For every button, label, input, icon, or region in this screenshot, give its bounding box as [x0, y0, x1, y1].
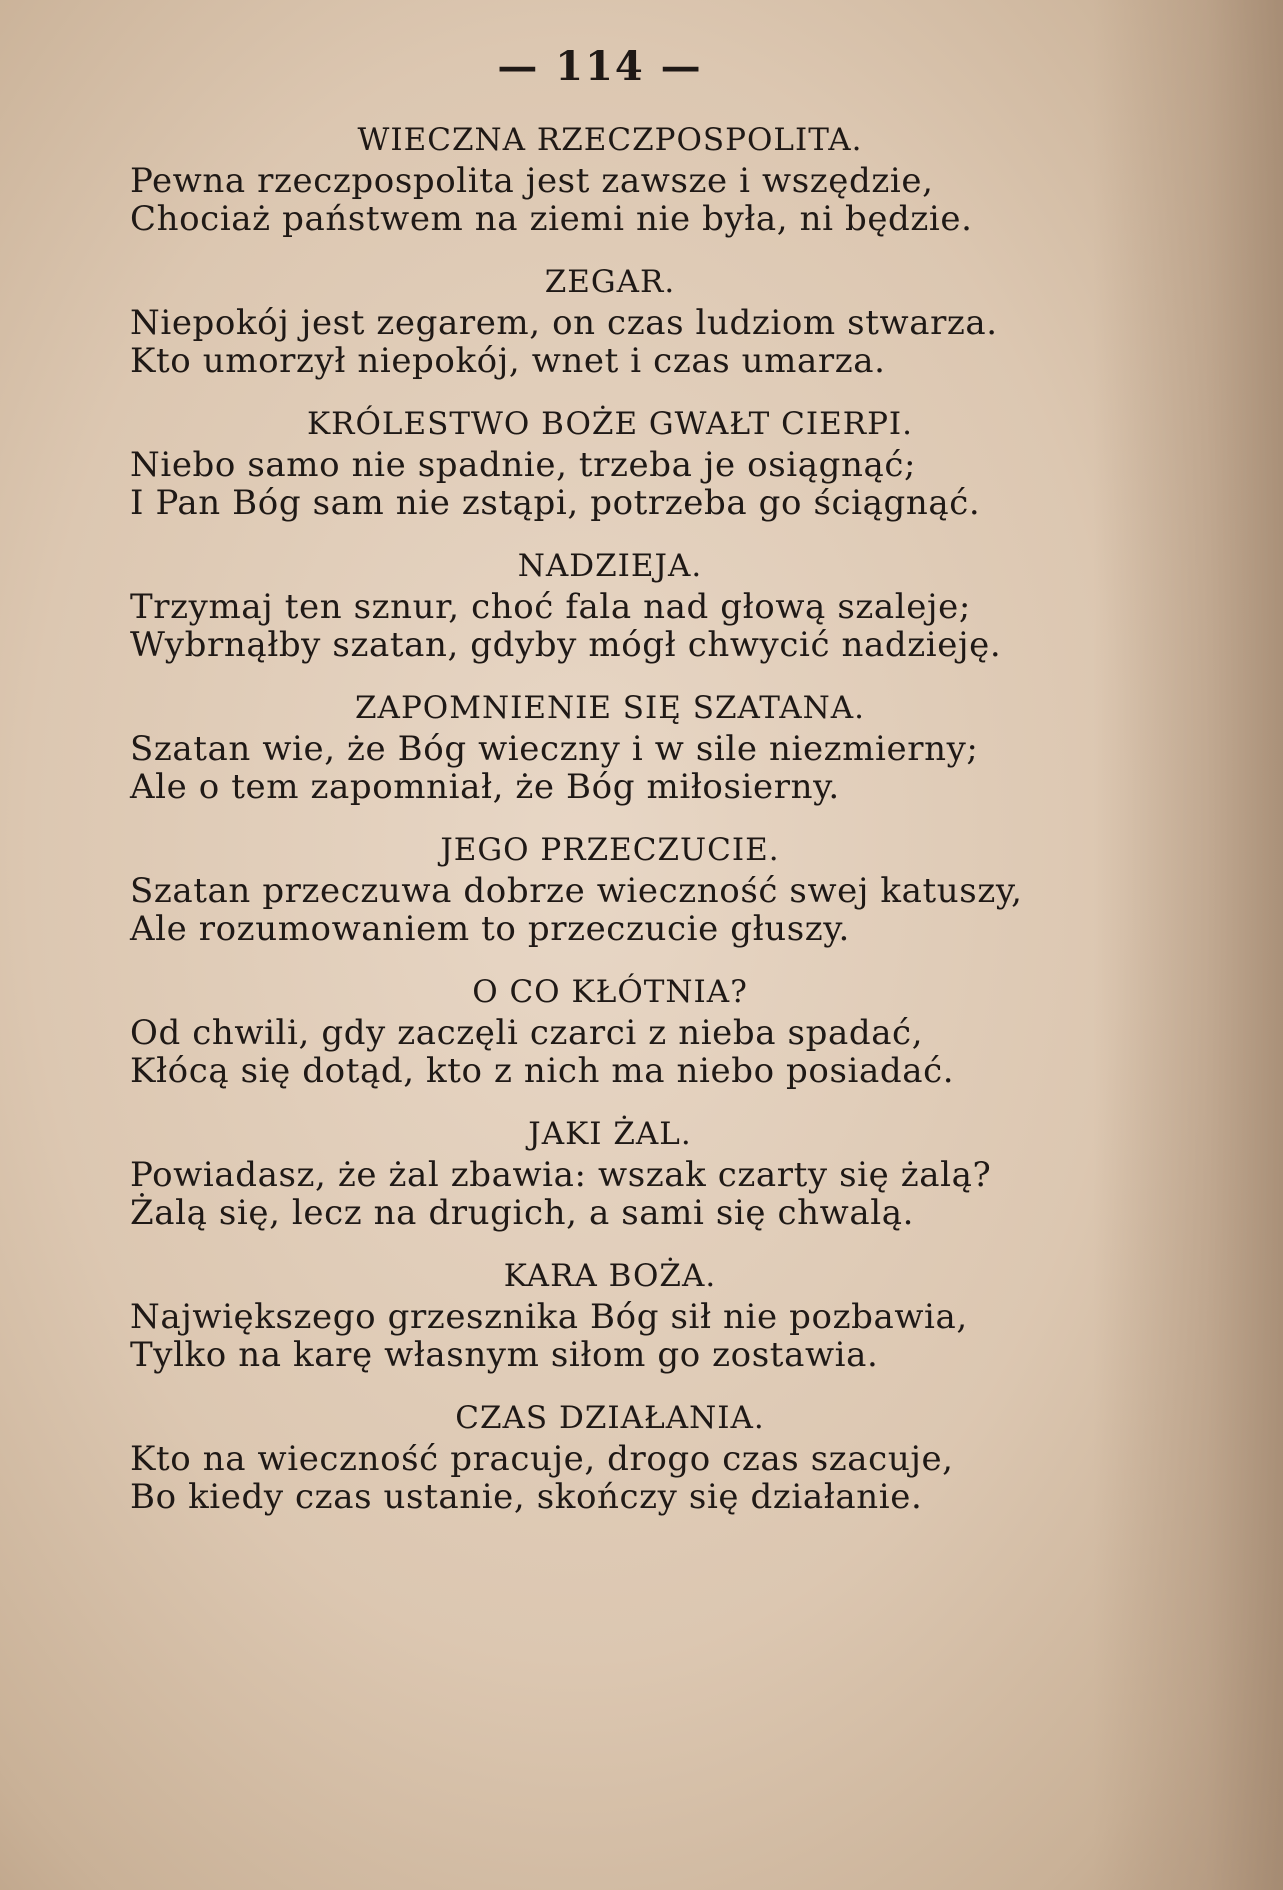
verse-line: Bo kiedy czas ustanie, skończy się działanie. — [130, 1477, 923, 1517]
verse-line: Ale rozumowaniem to przeczucie głuszy. — [130, 909, 850, 949]
epigram — [130, 686, 1090, 806]
verse-line: Chociaż państwem na ziemi nie była, ni będzie. — [130, 199, 973, 239]
book-page — [130, 38, 1090, 1828]
epigram-title: WIECZNA RZECZPOSPOLITA. — [357, 122, 863, 158]
verse-line: I Pan Bóg sam nie zstąpi, potrzeba go ściągnąć. — [130, 483, 981, 523]
epigram — [130, 828, 1090, 948]
verse-line: Tylko na karę własnym siłom go zostawia. — [130, 1335, 879, 1375]
epigram — [130, 1396, 1090, 1516]
verse-line: Niebo samo nie spadnie, trzeba je osiągnąć; — [130, 445, 917, 485]
epigram — [130, 402, 1090, 522]
epigram-title: JAKI ŻAL. — [528, 1116, 692, 1152]
verse-line: Szatan wie, że Bóg wieczny i w sile niezmierny; — [130, 729, 979, 769]
verse-line: Od chwili, gdy zaczęli czarci z nieba spadać, — [130, 1013, 924, 1053]
epigram-title: ZEGAR. — [544, 264, 676, 300]
verse-line: Powiadasz, że żal zbawia: wszak czarty się żalą? — [130, 1155, 992, 1195]
epigram — [130, 970, 1090, 1090]
epigram-title: ZAPOMNIENIE SIĘ SZATANA. — [355, 690, 865, 726]
epigram — [130, 1254, 1090, 1374]
verse-line: Ale o tem zapomniał, że Bóg miłosierny. — [130, 767, 840, 807]
verse-line: Kto umorzył niepokój, wnet i czas umarza. — [130, 341, 886, 381]
epigram — [130, 544, 1090, 664]
verse-line: Kto na wieczność pracuje, drogo czas szacuje, — [130, 1439, 954, 1479]
verse-line: Żalą się, lecz na drugich, a sami się chwalą. — [130, 1193, 914, 1233]
epigram-title: CZAS DZIAŁANIA. — [455, 1400, 765, 1436]
verse-line: Kłócą się dotąd, kto z nich ma niebo posiadać. — [130, 1051, 955, 1091]
verse-line: Wybrnąłby szatan, gdyby mógł chwycić nadzieję. — [130, 625, 1002, 665]
page-number: — 114 — — [497, 43, 703, 90]
verse-line: Trzymaj ten sznur, choć fala nad głową szaleje; — [130, 587, 971, 627]
epigram-title: KRÓLESTWO BOŻE GWAŁT CIERPI. — [306, 406, 914, 442]
verse-line: Szatan przeczuwa dobrze wieczność swej katuszy, — [130, 871, 1023, 911]
epigram — [130, 1112, 1090, 1232]
page-edge-shading — [1093, 0, 1283, 1890]
epigram-title: KARA BOŻA. — [503, 1258, 717, 1294]
epigram — [130, 260, 1090, 380]
epigram-title: NADZIEJA. — [517, 548, 703, 584]
verse-line: Niepokój jest zegarem, on czas ludziom stwarza. — [130, 303, 998, 343]
verse-line: Pewna rzeczpospolita jest zawsze i wszędzie, — [130, 161, 934, 201]
epigram-title: JEGO PRZECZUCIE. — [440, 832, 780, 868]
epigram — [130, 118, 1090, 238]
verse-line: Największego grzesznika Bóg sił nie pozbawia, — [130, 1297, 968, 1337]
epigram-title: O CO KŁÓTNIA? — [472, 974, 748, 1010]
